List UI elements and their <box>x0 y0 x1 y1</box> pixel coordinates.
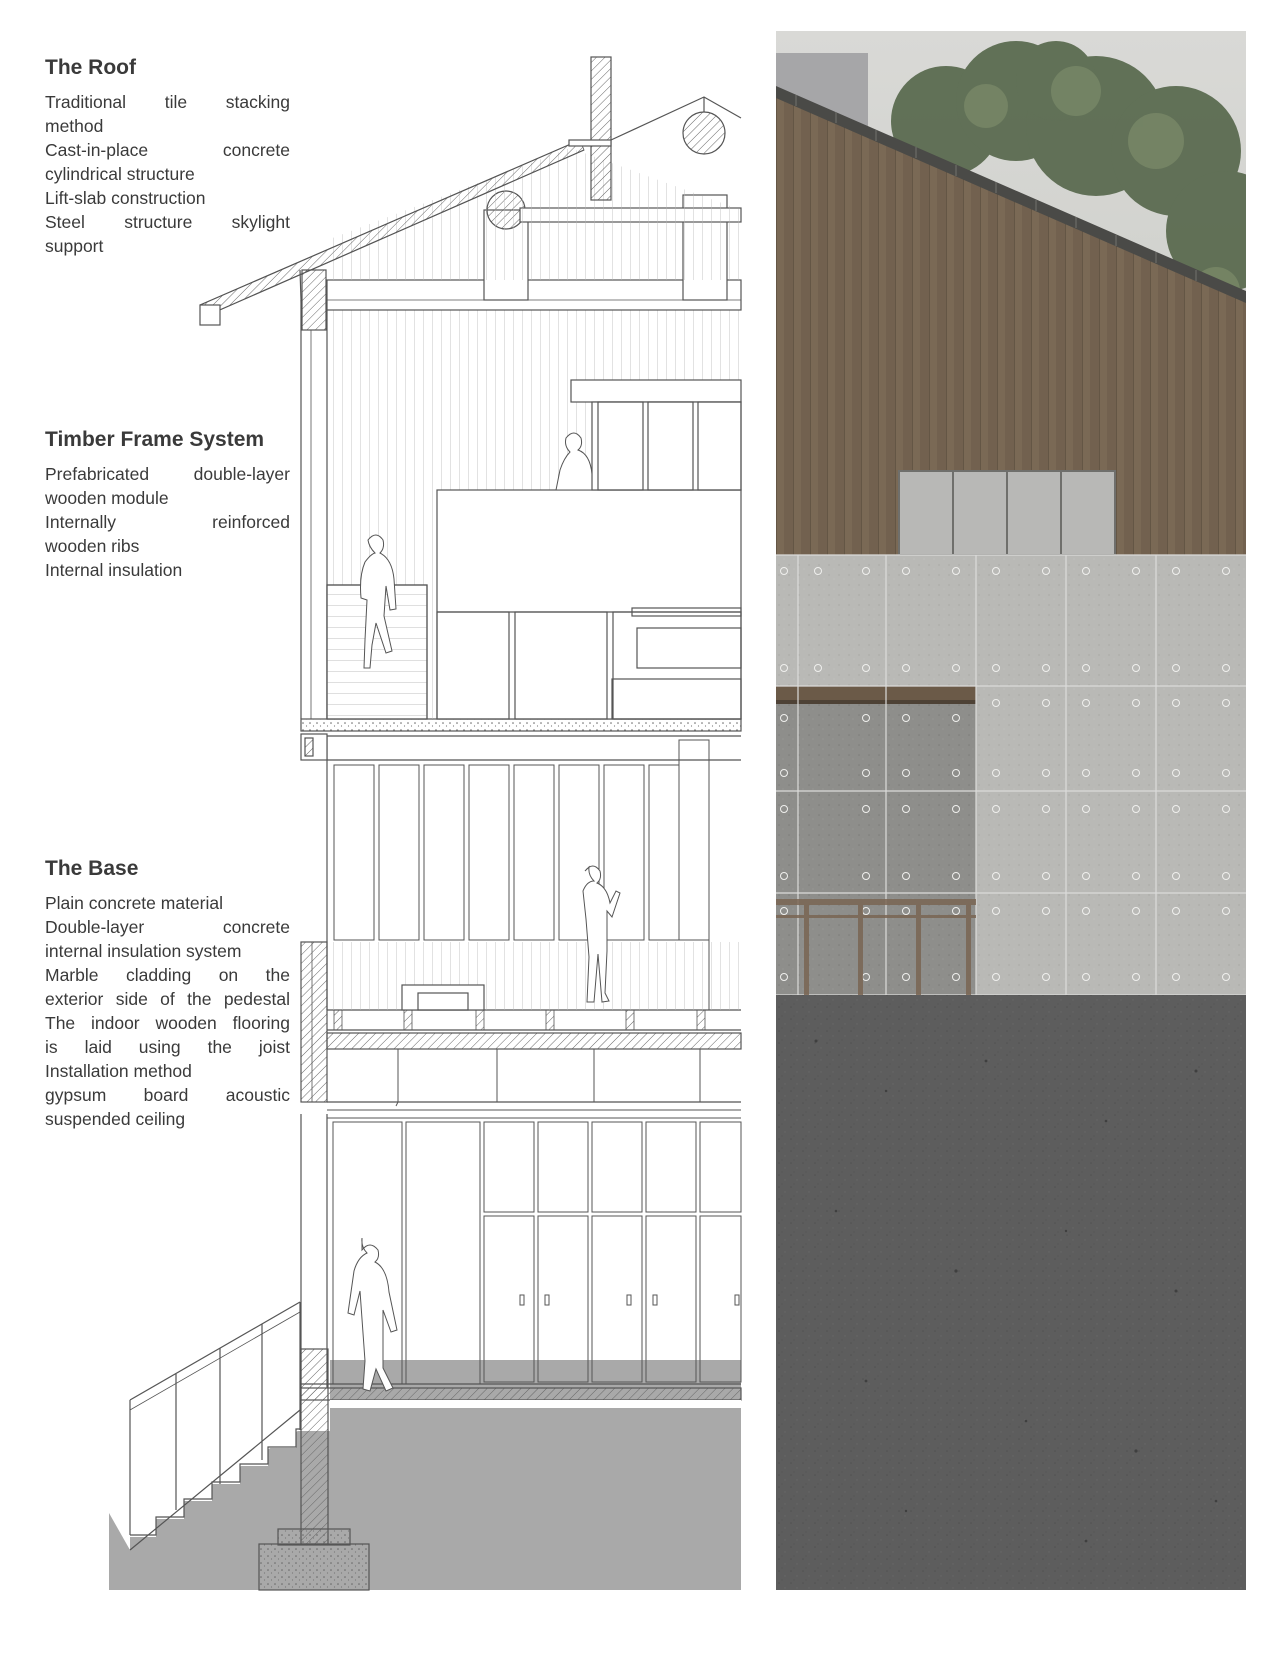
roof-line-6: Steel structure skylight <box>45 212 290 232</box>
base-line-10: suspended ceiling <box>45 1109 186 1129</box>
gallery-step <box>571 380 741 402</box>
footing-top <box>278 1529 350 1545</box>
base-line-9: gypsum board acoustic <box>45 1085 290 1105</box>
roof-line-3: Cast-in-place concrete <box>45 140 290 160</box>
eave-gutter <box>200 305 220 325</box>
level1-lower-wall-panels <box>327 942 741 1010</box>
roof-line-5: Lift-slab construction <box>45 188 206 208</box>
timber-line-5: Internal insulation <box>45 560 183 580</box>
roof-line-4: cylindrical structure <box>45 164 195 184</box>
attic-beam <box>327 280 741 310</box>
base-line-7: is laid using the joist <box>45 1037 290 1057</box>
base-line-1: Plain concrete material <box>45 893 223 913</box>
base-line-8: Installation method <box>45 1061 192 1081</box>
skylight-cylinder <box>683 112 725 154</box>
timber-title: Timber Frame System <box>45 428 265 451</box>
timber-line-3: Internally reinforced <box>45 512 290 532</box>
ground-floor-cabinets <box>327 1110 741 1384</box>
suspended-ceiling-hangers <box>396 1049 700 1106</box>
stair-rail-top <box>130 1302 300 1400</box>
second-floor-slab <box>301 719 741 731</box>
footing <box>259 1544 369 1590</box>
base-line-5: exterior side of the pedestal <box>45 989 290 1009</box>
ground-slab-fill <box>330 1400 741 1408</box>
material-elevation <box>776 31 1246 1590</box>
timber-line-1: Prefabricated double-layer <box>45 464 290 484</box>
fireplace <box>402 985 484 1010</box>
roof-line-1: Traditional tile stacking <box>45 92 290 112</box>
marble-cladding <box>301 942 327 1102</box>
mezzanine-box <box>437 490 741 719</box>
timber-line-2: wooden module <box>45 488 169 508</box>
base-title: The Base <box>45 857 139 880</box>
chimney-wall <box>591 57 611 200</box>
base-line-6: The indoor wooden flooring <box>45 1013 290 1033</box>
first-floor-slab <box>327 1033 741 1049</box>
base-line-2: Double-layer concrete <box>45 917 290 937</box>
base-line-4: Marble cladding on the <box>45 965 290 985</box>
floor-joists <box>334 1010 705 1030</box>
wood-lintel <box>776 686 976 700</box>
concrete-base-dark <box>776 995 1246 1590</box>
foundation-wall <box>301 1349 328 1544</box>
roof-line-7: support <box>45 236 104 256</box>
facade-windows <box>899 471 1115 555</box>
roof-title: The Roof <box>45 56 136 79</box>
timber-line-4: wooden ribs <box>45 536 140 556</box>
base-line-3: internal insulation system <box>45 941 242 961</box>
roof-line-2: method <box>45 116 104 136</box>
